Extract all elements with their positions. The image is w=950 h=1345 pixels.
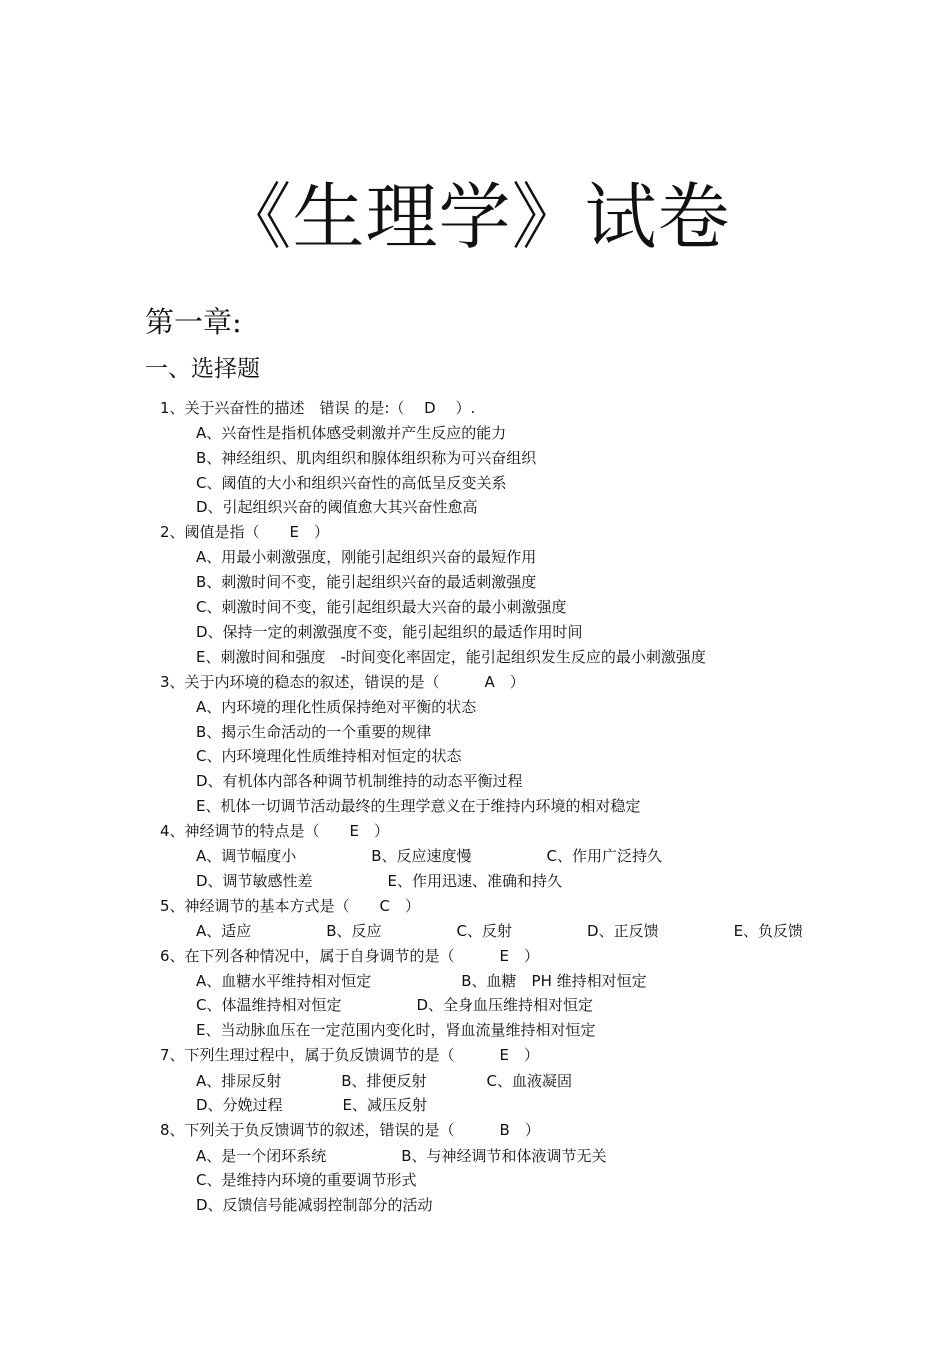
option-line: A、用最小刺激强度，刚能引起组织兴奋的最短作用 <box>196 548 537 566</box>
option-line: C、是维持内环境的重要调节形式 <box>196 1171 417 1189</box>
question-1: 1、关于兴奋性的描述 错误 的是:（ D ）. <box>160 399 476 417</box>
option-line: A、血糖水平维持相对恒定 B、血糖 PH 维持相对恒定 <box>196 972 647 990</box>
question-3: 3、关于内环境的稳态的叙述，错误的是（ A ） <box>160 673 525 691</box>
option-line: C、内环境理化性质维持相对恒定的状态 <box>196 747 462 765</box>
option-line: B、揭示生命活动的一个重要的规律 <box>196 723 432 741</box>
question-2: 2、阈值是指（ E ） <box>160 523 330 541</box>
chapter-heading: 第一章: <box>145 305 242 339</box>
option-line: A、调节幅度小 B、反应速度慢 C、作用广泛持久 <box>196 847 663 865</box>
question-7: 7、下列生理过程中，属于负反馈调节的是（ E ） <box>160 1046 540 1064</box>
option-line: A、排尿反射 B、排便反射 C、血液凝固 <box>196 1072 573 1090</box>
question-5: 5、神经调节的基本方式是（ C ） <box>160 897 421 915</box>
option-line: B、神经组织、肌肉组织和腺体组织称为可兴奋组织 <box>196 449 537 467</box>
option-line: D、调节敏感性差 E、作用迅速、准确和持久 <box>196 872 563 890</box>
document-title: 《生理学》试卷 <box>219 175 731 259</box>
option-line: C、刺激时间不变，能引起组织最大兴奋的最小刺激强度 <box>196 598 567 616</box>
option-line: E、刺激时间和强度 -时间变化率固定，能引起组织发生反应的最小刺激强度 <box>196 648 706 666</box>
section-heading: 一、选择题 <box>145 356 260 382</box>
option-line: D、反馈信号能减弱控制部分的活动 <box>196 1196 433 1214</box>
option-line: D、有机体内部各种调节机制维持的动态平衡过程 <box>196 772 523 790</box>
option-line: B、刺激时间不变，能引起组织兴奋的最适刺激强度 <box>196 573 537 591</box>
option-line: A、兴奋性是指机体感受刺激并产生反应的能力 <box>196 424 507 442</box>
question-8: 8、下列关于负反馈调节的叙述，错误的是（ B ） <box>160 1121 540 1139</box>
option-line: D、引起组织兴奋的阈值愈大其兴奋性愈高 <box>196 498 478 516</box>
option-line: D、保持一定的刺激强度不变，能引起组织的最适作用时间 <box>196 623 583 641</box>
option-line: E、机体一切调节活动最终的生理学意义在于维持内环境的相对稳定 <box>196 797 641 815</box>
question-4: 4、神经调节的特点是（ E ） <box>160 822 390 840</box>
question-6: 6、在下列各种情况中，属于自身调节的是（ E ） <box>160 947 540 965</box>
option-line: E、当动脉血压在一定范围内变化时，肾血流量维持相对恒定 <box>196 1021 596 1039</box>
option-line: C、体温维持相对恒定 D、全身血压维持相对恒定 <box>196 996 594 1014</box>
option-line: C、阈值的大小和组织兴奋性的高低呈反变关系 <box>196 474 507 492</box>
option-line: A、内环境的理化性质保持绝对平衡的状态 <box>196 698 477 716</box>
option-line: A、适应 B、反应 C、反射 D、正反馈 E、负反馈 <box>196 922 804 940</box>
option-line: D、分娩过程 E、减压反射 <box>196 1096 428 1114</box>
option-line: A、是一个闭环系统 B、与神经调节和体液调节无关 <box>196 1147 607 1165</box>
